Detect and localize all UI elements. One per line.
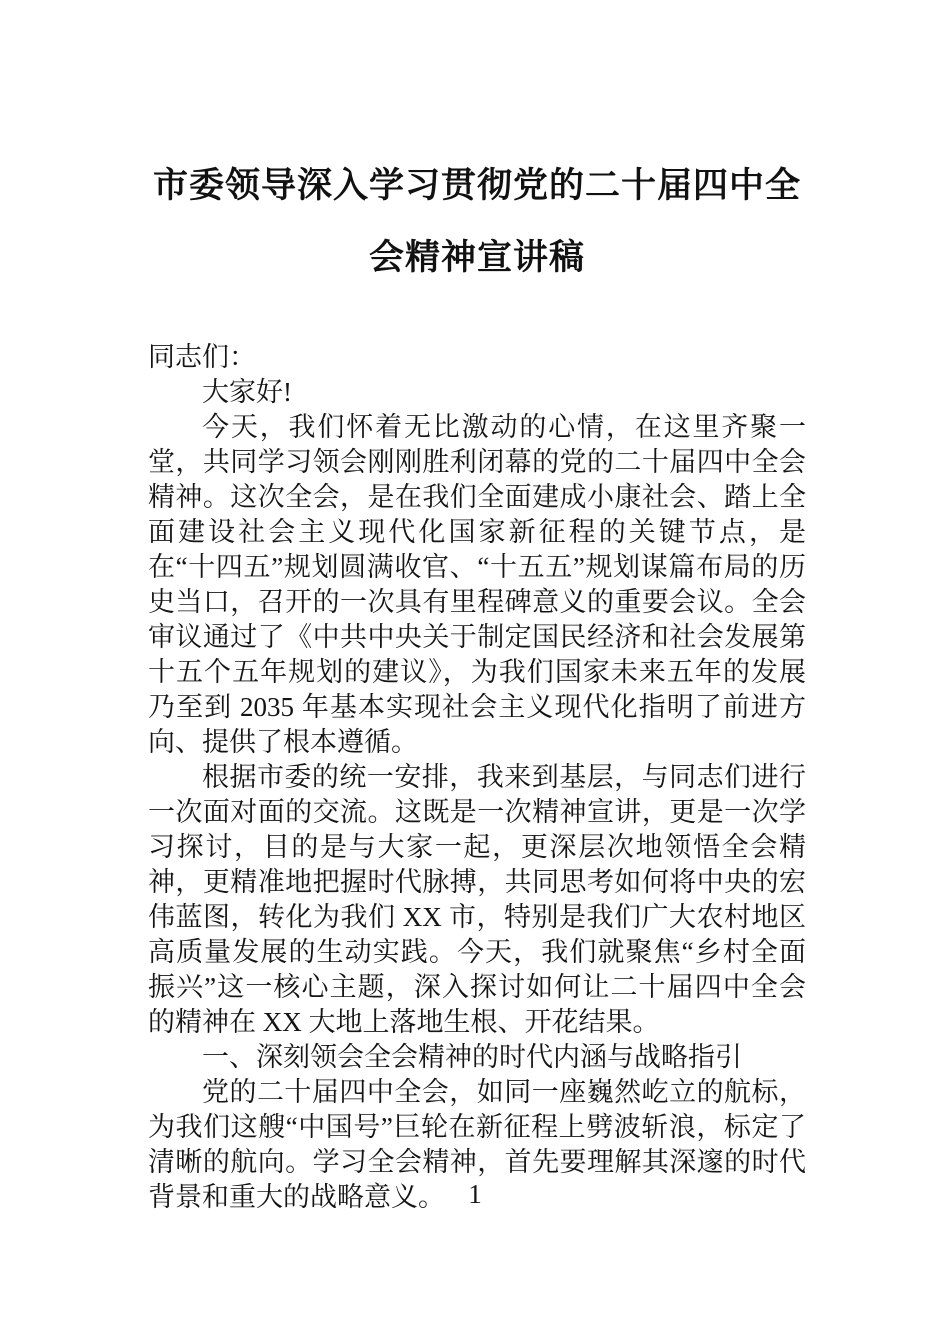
page-number: 1 <box>468 1179 482 1209</box>
body-paragraph-2: 根据市委的统一安排，我来到基层，与同志们进行一次面对面的交流。这既是一次精神宣讲，更是一次学习探讨，目的是与大家一起，更深层次地领悟全会精神，更精准地把握时代脉搏，共同思考如何将中央的宏伟蓝图，转化为我们 XX 市，特别是我们广大农村地区高质量发展的生动实践。今天，我们就聚焦“乡村全面振兴”这一核心主题，深入探讨如何让二十届四中全会的精神在 XX 大地上落地生根、开花结果。 <box>148 762 806 1037</box>
section-heading-1: 一、深刻领会全会精神的时代内涵与战略指引 <box>202 1042 742 1072</box>
salutation-paragraph: 同志们： <box>148 342 256 372</box>
body-paragraph-3: 党的二十届四中全会，如同一座巍然屹立的航标，为我们这艘“中国号”巨轮在新征程上劈波斩浪，标定了清晰的航向。学习全会精神，首先要理解其深邃的时代背景和重大的战略意义。 <box>148 1077 806 1212</box>
document-body <box>148 340 806 1215</box>
body-paragraph-1: 今天，我们怀着无比激动的心情，在这里齐聚一堂，共同学习领会刚刚胜利闭幕的党的二十届四中全会精神。这次全会，是在我们全面建成小康社会、踏上全面建设社会主义现代化国家新征程的关键节点，是在“十四五”规划圆满收官、“十五五”规划谋篇布局的历史当口，召开的一次具有里程碑意义的重要会议。全会审议通过了《中共中央关于制定国民经济和社会发展第十五个五年规划的建议》，为我们国家未来五年的发展乃至到 2035 年基本实现社会主义现代化指明了前进方向、提供了根本遵循。 <box>148 412 806 757</box>
document-title: 市委领导深入学习贯彻党的二十届四中全会精神宣讲稿 <box>152 166 801 277</box>
greeting-paragraph: 大家好! <box>202 377 292 407</box>
